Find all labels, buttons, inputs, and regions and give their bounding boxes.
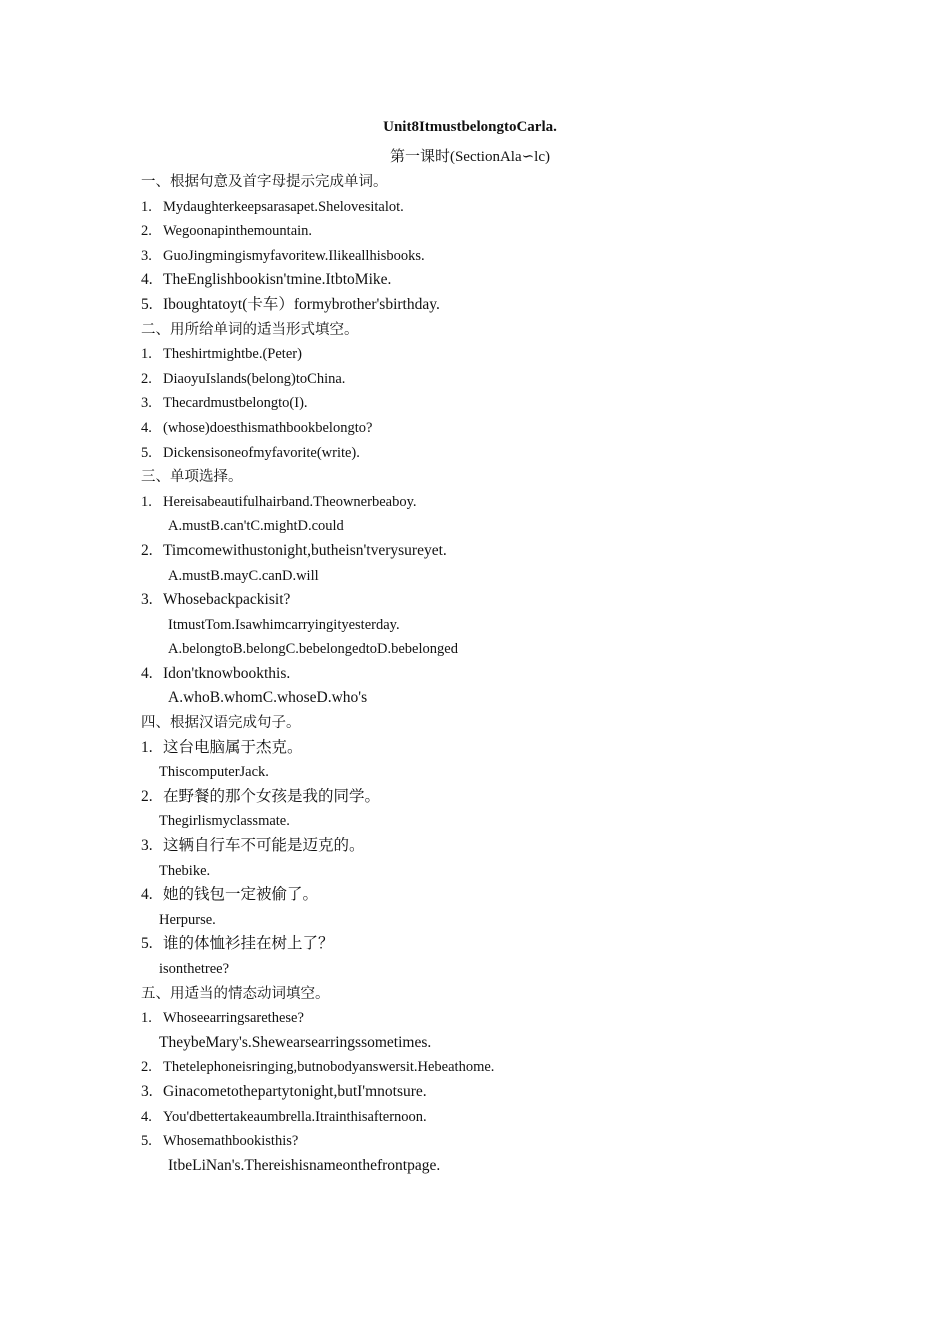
question-text: 谁的体恤衫挂在树上了？	[163, 935, 334, 953]
answer-line: ThiscomputerJack.	[159, 764, 269, 781]
question-item	[141, 785, 841, 810]
question-number: 4.	[141, 664, 153, 682]
answer-line: Herpurse.	[159, 911, 216, 928]
answer-options: A.whoB.whomC.whoseD.who's	[168, 689, 368, 707]
question-number: 3.	[141, 837, 153, 855]
question-item	[141, 1129, 841, 1154]
question-text: Ginacometothepartytonight,butI'mnotsure.	[163, 1082, 427, 1100]
section-3	[141, 465, 841, 711]
question-text: Thetelephoneisringing,butnobodyanswersit.Hebeathome.	[163, 1059, 495, 1076]
question-text: Idon'tknowbookthis.	[163, 664, 291, 682]
question-item	[141, 219, 841, 244]
question-item	[141, 268, 841, 293]
question-text: Whoseearringsarethese?	[163, 1010, 304, 1027]
answer-options: A.mustB.mayC.canD.will	[168, 567, 319, 584]
document-subtitle: 第一课时(SectionAla∽lc)	[389, 149, 551, 165]
section-heading: 四、根据汉语完成句子。	[141, 715, 301, 732]
question-number: 5.	[141, 444, 152, 461]
question-number: 4.	[141, 886, 153, 904]
question-number: 3.	[141, 395, 152, 412]
section-1	[141, 170, 841, 318]
question-line: ItmustTom.Isawhimcarryingityesterday.	[168, 616, 400, 633]
question-item	[141, 244, 841, 269]
question-number: 1.	[141, 738, 153, 756]
question-line: ItbeLiNan's.Thereishisnameonthefrontpage.	[168, 1156, 441, 1174]
section-5	[141, 982, 841, 1179]
question-number: 5.	[141, 1133, 152, 1150]
question-number: 5.	[141, 935, 153, 953]
question-text: Timcomewithustonight,butheisn'tverysureyet.	[163, 541, 447, 559]
question-number: 3.	[141, 247, 152, 264]
question-text: Whosemathbookisthis?	[163, 1133, 299, 1150]
question-item	[141, 883, 841, 908]
answer-options: A.belongtoB.belongC.bebelongedtoD.bebelonged	[168, 641, 458, 658]
question-number: 3.	[141, 591, 153, 609]
question-item	[141, 1105, 841, 1130]
section-heading: 二、用所给单词的适当形式填空。	[141, 321, 359, 338]
question-text: Wegoonapinthemountain.	[163, 223, 313, 240]
exercise-content	[141, 170, 841, 1178]
section-4	[141, 711, 841, 982]
question-number: 5.	[141, 295, 153, 313]
question-text: DiaoyuIslands(belong)toChina.	[163, 370, 346, 387]
question-number: 1.	[141, 198, 152, 215]
question-number: 1.	[141, 493, 152, 510]
question-number: 4.	[141, 419, 152, 436]
question-item	[141, 539, 841, 564]
question-number: 1.	[141, 1010, 152, 1027]
question-item	[141, 416, 841, 441]
question-item	[141, 1080, 841, 1105]
question-number: 1.	[141, 346, 152, 363]
question-item	[141, 1006, 841, 1031]
question-text: Whosebackpackisit?	[163, 591, 291, 609]
question-text: You'dbettertakeaumbrella.Itrainthisafternoon.	[163, 1108, 427, 1125]
question-number: 4.	[141, 271, 153, 289]
section-heading: 一、根据句意及首字母提示完成单词。	[141, 174, 388, 190]
section-heading: 五、用适当的情态动词填空。	[141, 985, 330, 1002]
question-text: Iboughtatoyt(卡车）formybrother'sbirthday.	[163, 295, 440, 313]
question-item	[141, 490, 841, 515]
question-number: 2.	[141, 1059, 152, 1076]
question-number: 2.	[141, 370, 152, 387]
question-text: Mydaughterkeepsarasapet.Shelovesitalot.	[163, 198, 404, 215]
question-number: 3.	[141, 1082, 153, 1100]
question-text: 她的钱包一定被偷了。	[163, 886, 319, 904]
question-item	[141, 391, 841, 416]
question-text: 这辆自行车不可能是迈克的。	[163, 837, 365, 855]
question-item	[141, 367, 841, 392]
question-item	[141, 342, 841, 367]
question-text: Theshirtmightbe.(Peter)	[163, 346, 302, 363]
question-item	[141, 834, 841, 859]
question-text: GuoJingmingismyfavoritew.Ilikeallhisbooks.	[163, 247, 425, 264]
question-text: TheEnglishbookisn'tmine.ItbtoMike.	[163, 271, 392, 289]
question-number: 2.	[141, 223, 152, 240]
question-item	[141, 293, 841, 318]
question-item	[141, 441, 841, 466]
question-text: (whose)doesthismathbookbelongto?	[163, 419, 373, 436]
section-2	[141, 318, 841, 466]
question-item	[141, 932, 841, 957]
question-number: 2.	[141, 541, 153, 559]
question-item	[141, 1055, 841, 1080]
question-number: 2.	[141, 787, 153, 805]
question-number: 4.	[141, 1108, 152, 1125]
question-text: 这台电脑属于杰克。	[163, 738, 303, 756]
question-item	[141, 588, 841, 613]
answer-options: A.mustB.can'tC.mightD.could	[168, 518, 344, 535]
section-heading: 三、单项选择。	[141, 469, 243, 486]
question-line: TheybeMary's.Shewearsearringssometimes.	[159, 1033, 432, 1051]
question-item	[141, 195, 841, 220]
question-item	[141, 662, 841, 687]
question-text: Dickensisoneofmyfavorite(write).	[163, 444, 360, 461]
question-text: Thecardmustbelongto(I).	[163, 395, 308, 412]
question-item	[141, 736, 841, 761]
question-text: Hereisabeautifulhairband.Theownerbeaboy.	[163, 493, 417, 510]
answer-line: Thebike.	[159, 862, 211, 879]
answer-line: isonthetree?	[159, 961, 230, 977]
question-text: 在野餐的那个女孩是我的同学。	[163, 787, 381, 805]
document-title: Unit8ItmustbelongtoCarla.	[383, 119, 557, 135]
answer-line: Thegirlismyclassmate.	[159, 813, 290, 830]
